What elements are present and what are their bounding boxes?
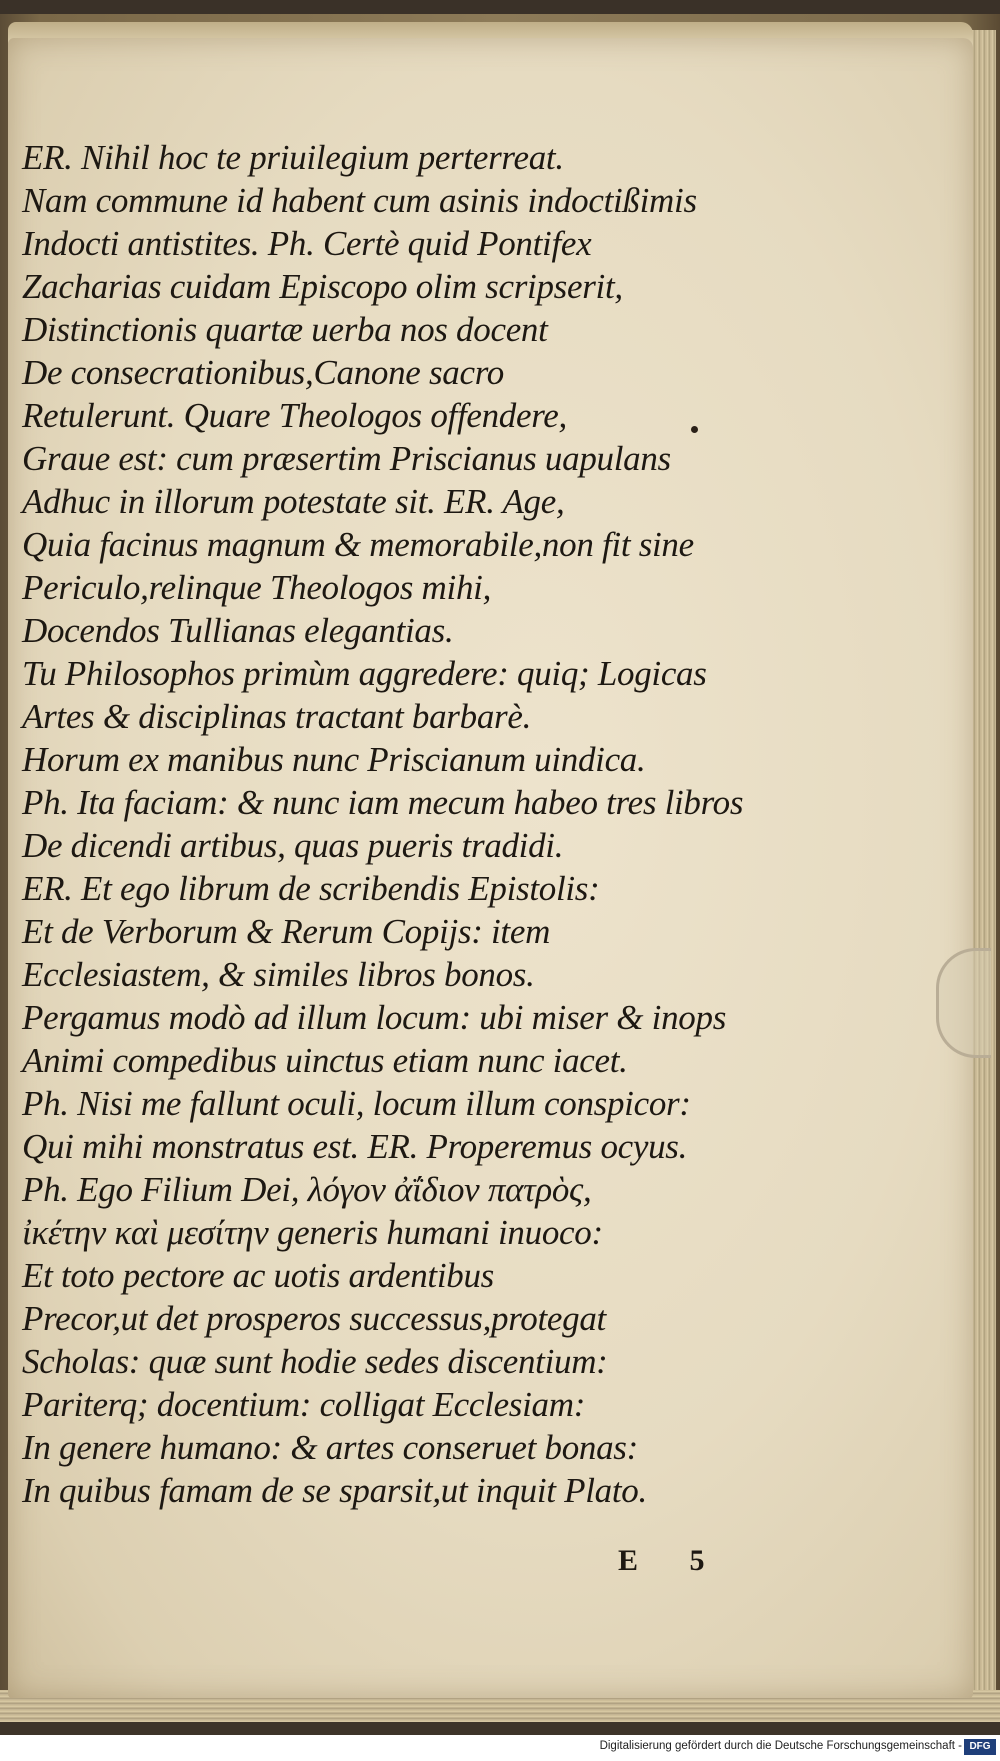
text-line: Tu Philosophos primùm aggredere: quiq; Logicas <box>22 654 707 693</box>
book-top-edge <box>0 0 1000 14</box>
text-line: Nam commune id habent cum asinis indoctißimis <box>22 181 697 220</box>
text-line: In quibus famam de se sparsit,ut inquit Plato. <box>22 1471 647 1510</box>
text-line: Animi compedibus uinctus etiam nunc iacet. <box>22 1041 628 1080</box>
text-line: Docendos Tullianas elegantias. <box>22 611 454 650</box>
text-line: In genere humano: & artes conseruet bonas: <box>22 1428 638 1467</box>
text-line: De dicendi artibus, quas pueris tradidi. <box>22 826 564 865</box>
text-line: Ph. Ita faciam: & nunc iam mecum habeo tres libros <box>22 783 744 822</box>
page-clip <box>936 948 991 1058</box>
text-line: Precor,ut det prosperos successus,protegat <box>22 1299 606 1338</box>
text-line: De consecrationibus,Canone sacro <box>22 353 504 392</box>
text-line: ἰκέτην καὶ μεσίτην generis humani inuoco: <box>22 1213 603 1252</box>
book-bottom-edge <box>0 1722 1000 1735</box>
footer-bar <box>0 1735 1000 1761</box>
text-line: Scholas: quæ sunt hodie sedes discentium: <box>22 1342 608 1381</box>
text-line: Et de Verborum & Rerum Copijs: item <box>22 912 551 951</box>
text-line: ER. Nihil hoc te priuilegium perterreat. <box>22 138 564 177</box>
text-line: Graue est: cum præsertim Priscianus uapulans <box>22 439 671 478</box>
text-line: Retulerunt. Quare Theologos offendere, <box>22 396 567 435</box>
text-line: Zacharias cuidam Episcopo olim scripserit, <box>22 267 623 306</box>
text-line: ER. Et ego librum de scribendis Epistolis: <box>22 869 600 908</box>
signature-mark: E 5 <box>618 1544 727 1577</box>
text-line: Ph. Nisi me fallunt oculi, locum illum conspicor: <box>22 1084 691 1123</box>
text-line: Adhuc in illorum potestate sit. ER. Age, <box>22 482 565 521</box>
text-line: Qui mihi monstratus est. ER. Properemus ocyus. <box>22 1127 688 1166</box>
text-line: Ecclesiastem, & similes libros bonos. <box>22 955 535 994</box>
text-line: Pariterq; docentium: colligat Ecclesiam: <box>22 1385 586 1424</box>
text-line: Periculo,relinque Theologos mihi, <box>22 568 492 607</box>
ink-speck <box>691 426 698 433</box>
text-line: Indocti antistites. Ph. Certè quid Pontifex <box>22 224 592 263</box>
text-line: Quia facinus magnum & memorabile,non fit sine <box>22 525 694 564</box>
text-line: Horum ex manibus nunc Priscianum uindica. <box>22 740 646 779</box>
dfg-logo: DFG <box>964 1739 996 1755</box>
text-line: Pergamus modò ad illum locum: ubi miser & inops <box>22 998 727 1037</box>
text-line: Distinctionis quartæ uerba nos docent <box>22 310 548 349</box>
text-line: Ph. Ego Filium Dei, λόγον ἀΐδιον πατρὸς, <box>22 1170 592 1209</box>
text-line: Et toto pectore ac uotis ardentibus <box>22 1256 494 1295</box>
funding-credit: Digitalisierung gefördert durch die Deutsche Forschungsgemeinschaft - <box>599 1740 962 1752</box>
text-line: Artes & disciplinas tractant barbarè. <box>22 697 532 736</box>
